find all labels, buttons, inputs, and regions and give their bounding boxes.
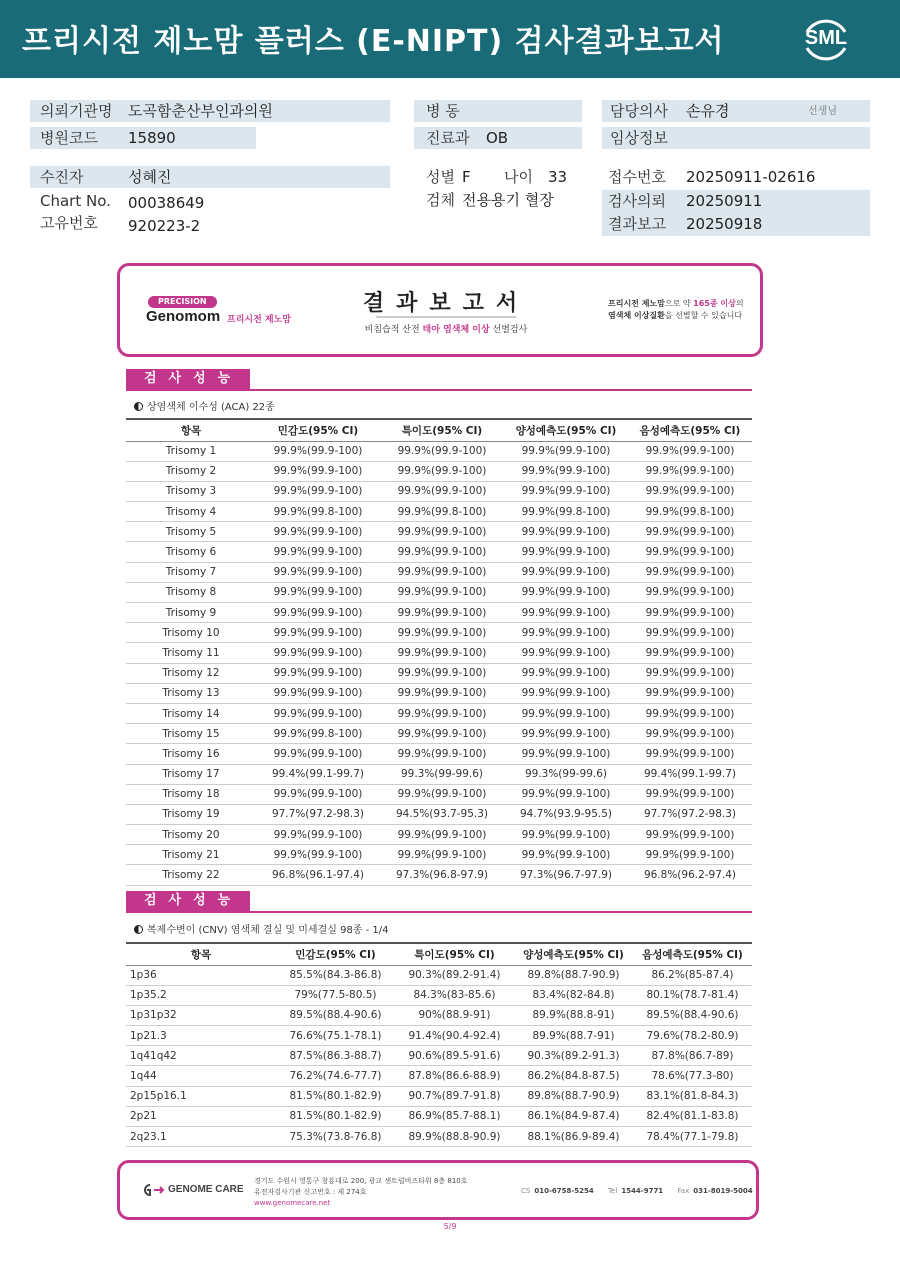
- table-row: [126, 724, 752, 744]
- metric-cell: 84.3%(83-85.6): [395, 985, 514, 1005]
- table-row: [126, 703, 752, 723]
- cs-label: CS: [521, 1187, 531, 1195]
- metric-cell: 96.8%(96.1-97.4): [256, 865, 380, 885]
- subtitle-pink: 태아 염색체 이상: [422, 325, 490, 335]
- report-title: 프리시전 제노맘 플러스 (E-NIPT) 검사결과보고서: [22, 24, 725, 59]
- subtitle-post: 선별검사: [489, 325, 528, 335]
- row-item-cell: Trisomy 3: [126, 481, 256, 501]
- table-row: [126, 985, 752, 1005]
- row-item-cell: Trisomy 14: [126, 703, 256, 723]
- metric-cell: 90.6%(89.5-91.6): [395, 1046, 514, 1066]
- row-item-cell: Trisomy 20: [126, 825, 256, 845]
- metric-cell: 87.8%(86.6-88.9): [395, 1066, 514, 1086]
- precision-badge-text: PRECISION: [158, 297, 207, 306]
- metric-cell: 89.9%(88.8-90.9): [395, 1127, 514, 1147]
- table-row: [126, 1086, 752, 1106]
- table-row: [126, 764, 752, 784]
- doctor-label: 담당의사: [610, 102, 668, 120]
- metric-cell: 99.9%(99.9-100): [504, 582, 628, 602]
- right-line1-mid: 으로 약: [664, 299, 694, 308]
- metric-cell: 99.9%(99.9-100): [628, 522, 752, 542]
- metric-cell: 99.9%(99.9-100): [380, 623, 504, 643]
- table-row: [126, 1026, 752, 1046]
- metric-cell: 99.9%(99.9-100): [256, 522, 380, 542]
- specimen-value: 전용용기 혈장: [462, 191, 554, 209]
- metric-cell: 96.8%(96.2-97.4): [628, 865, 752, 885]
- metric-cell: 99.9%(99.9-100): [504, 683, 628, 703]
- precision-badge: [148, 296, 217, 308]
- section1-tag: 검사성능: [126, 369, 250, 389]
- metric-cell: 78.6%(77.3-80): [633, 1066, 752, 1086]
- row-item-cell: 1p35.2: [126, 985, 276, 1005]
- metric-cell: 99.9%(99.9-100): [504, 643, 628, 663]
- column-header: 항목: [126, 943, 276, 965]
- row-item-cell: Trisomy 16: [126, 744, 256, 764]
- metric-cell: 89.9%(88.8-91): [514, 1005, 633, 1025]
- metric-cell: 97.7%(97.2-98.3): [256, 804, 380, 824]
- metric-cell: 99.9%(99.9-100): [628, 562, 752, 582]
- row-item-cell: Trisomy 11: [126, 643, 256, 663]
- row-item-cell: Trisomy 8: [126, 582, 256, 602]
- metric-cell: 97.3%(96.7-97.9): [504, 865, 628, 885]
- doctor-value: 손유경: [686, 102, 730, 120]
- metric-cell: 99.9%(99.9-100): [504, 663, 628, 683]
- row-item-cell: Trisomy 21: [126, 845, 256, 865]
- metric-cell: 99.9%(99.9-100): [504, 825, 628, 845]
- row-item-cell: Trisomy 9: [126, 603, 256, 623]
- address-line1: 경기도 수원시 영통구 창룡대로 200, 광교 센트럴비즈타워 8층 810호: [254, 1177, 468, 1185]
- metric-cell: 89.5%(88.4-90.6): [276, 1005, 395, 1025]
- row-item-cell: 1p31p32: [126, 1005, 276, 1025]
- report-date-label: 결과보고: [608, 215, 666, 233]
- tel-label: Tel: [607, 1187, 618, 1195]
- metric-cell: 99.9%(99.9-100): [628, 683, 752, 703]
- section1-subtitle: [134, 398, 275, 413]
- age-label: 나이: [504, 168, 533, 186]
- metric-cell: 99.9%(99.9-100): [256, 603, 380, 623]
- metric-cell: 85.5%(84.3-86.8): [276, 965, 395, 985]
- metric-cell: 99.9%(99.9-100): [628, 582, 752, 602]
- table-row: [126, 965, 752, 985]
- report-date-value: 20250918: [686, 215, 763, 233]
- receipt-value: 20250911-02616: [686, 168, 816, 186]
- table-body: [126, 965, 752, 1147]
- row-item-cell: Trisomy 10: [126, 623, 256, 643]
- row-item-cell: Trisomy 5: [126, 522, 256, 542]
- section2-tag: 검사성능: [126, 891, 250, 911]
- metric-cell: 81.5%(80.1-82.9): [276, 1106, 395, 1126]
- aca-performance-table: [126, 418, 752, 886]
- table-row: [126, 845, 752, 865]
- ward-label: 병 동: [426, 102, 460, 120]
- chart-value: 00038649: [128, 194, 205, 212]
- metric-cell: 99.9%(99.9-100): [256, 542, 380, 562]
- metric-cell: 99.9%(99.8-100): [256, 502, 380, 522]
- metric-cell: 87.8%(86.7-89): [633, 1046, 752, 1066]
- heading-divider: [376, 316, 516, 318]
- footer-address: [254, 1176, 468, 1209]
- metric-cell: 83.4%(82-84.8): [514, 985, 633, 1005]
- metric-cell: 99.9%(99.9-100): [628, 441, 752, 461]
- metric-cell: 99.9%(99.9-100): [380, 845, 504, 865]
- metric-cell: 99.9%(99.9-100): [628, 643, 752, 663]
- metric-cell: 99.9%(99.9-100): [628, 481, 752, 501]
- result-report-subtitle: [356, 322, 536, 335]
- row-item-cell: Trisomy 12: [126, 663, 256, 683]
- table-row: [126, 865, 752, 885]
- row-item-cell: Trisomy 4: [126, 502, 256, 522]
- metric-cell: 99.3%(99-99.6): [380, 764, 504, 784]
- table-row: [126, 522, 752, 542]
- section1-header: [126, 369, 752, 391]
- metric-cell: 99.9%(99.9-100): [256, 582, 380, 602]
- metric-cell: 99.9%(99.9-100): [380, 744, 504, 764]
- uid-label: 고유번호: [40, 214, 98, 232]
- table-row: [126, 683, 752, 703]
- column-header: 양성예측도(95% CI): [504, 419, 628, 441]
- name-value: 성혜진: [128, 168, 172, 186]
- sml-logo: [797, 10, 855, 68]
- table-row: [126, 441, 752, 461]
- metric-cell: 99.9%(99.9-100): [380, 703, 504, 723]
- dept-value: OB: [486, 129, 509, 147]
- metric-cell: 99.9%(99.9-100): [256, 623, 380, 643]
- table-row: [126, 502, 752, 522]
- metric-cell: 99.4%(99.1-99.7): [628, 764, 752, 784]
- row-item-cell: Trisomy 2: [126, 461, 256, 481]
- cnv-performance-table: [126, 942, 752, 1147]
- table-row: [126, 1127, 752, 1147]
- column-header: 음성예측도(95% CI): [633, 943, 752, 965]
- metric-cell: 99.9%(99.9-100): [628, 461, 752, 481]
- row-item-cell: 2q23.1: [126, 1127, 276, 1147]
- metric-cell: 99.9%(99.9-100): [380, 461, 504, 481]
- table-row: [126, 623, 752, 643]
- table-row: [126, 744, 752, 764]
- metric-cell: 90.7%(89.7-91.8): [395, 1086, 514, 1106]
- section2-header: [126, 891, 752, 913]
- right-line2-pink: 염색체 이상질환: [608, 311, 665, 320]
- metric-cell: 99.9%(99.8-100): [504, 502, 628, 522]
- metric-cell: 99.9%(99.9-100): [504, 744, 628, 764]
- column-header: 양성예측도(95% CI): [514, 943, 633, 965]
- table-row: [126, 784, 752, 804]
- metric-cell: 83.1%(81.8-84.3): [633, 1086, 752, 1106]
- dept-label: 진료과: [426, 129, 470, 147]
- metric-cell: 99.9%(99.9-100): [504, 623, 628, 643]
- page-number: 5/9: [443, 1222, 457, 1231]
- genome-care-logo-icon: [141, 1183, 165, 1197]
- row-item-cell: Trisomy 6: [126, 542, 256, 562]
- metric-cell: 99.3%(99-99.6): [504, 764, 628, 784]
- table-row: [126, 1066, 752, 1086]
- row-item-cell: 1q44: [126, 1066, 276, 1086]
- banner-right-line1: [608, 298, 744, 310]
- genomom-brand-sub: 프리시전 제노맘: [227, 315, 291, 325]
- row-item-cell: Trisomy 18: [126, 784, 256, 804]
- metric-cell: 90.3%(89.2-91.4): [395, 965, 514, 985]
- metric-cell: 99.9%(99.9-100): [504, 522, 628, 542]
- row-item-cell: Trisomy 13: [126, 683, 256, 703]
- metric-cell: 99.9%(99.9-100): [380, 562, 504, 582]
- metric-cell: 79%(77.5-80.5): [276, 985, 395, 1005]
- row-item-cell: Trisomy 17: [126, 764, 256, 784]
- metric-cell: 99.9%(99.9-100): [504, 481, 628, 501]
- row-item-cell: 1p21.3: [126, 1026, 276, 1046]
- metric-cell: 89.8%(88.7-90.9): [514, 1086, 633, 1106]
- metric-cell: 99.9%(99.9-100): [504, 845, 628, 865]
- metric-cell: 99.9%(99.9-100): [256, 441, 380, 461]
- right-line2-post: 을 선별할 수 있습니다: [664, 311, 743, 320]
- metric-cell: 82.4%(81.1-83.8): [633, 1106, 752, 1126]
- banner-right-text: [608, 298, 744, 322]
- hospital-code-label: 병원코드: [40, 129, 98, 147]
- column-header: 민감도(95% CI): [256, 419, 380, 441]
- receipt-label: 접수번호: [608, 168, 666, 186]
- table-row: [126, 461, 752, 481]
- logo-text: SML: [804, 27, 848, 49]
- metric-cell: 99.9%(99.9-100): [380, 582, 504, 602]
- metric-cell: 94.5%(93.7-95.3): [380, 804, 504, 824]
- metric-cell: 97.7%(97.2-98.3): [628, 804, 752, 824]
- metric-cell: 99.9%(99.9-100): [504, 441, 628, 461]
- metric-cell: 99.9%(99.9-100): [504, 703, 628, 723]
- metric-cell: 99.9%(99.9-100): [256, 825, 380, 845]
- table-row: [126, 825, 752, 845]
- column-header: 음성예측도(95% CI): [628, 419, 752, 441]
- metric-cell: 99.9%(99.9-100): [504, 724, 628, 744]
- metric-cell: 86.2%(85-87.4): [633, 965, 752, 985]
- tel-number: 1544-9771: [621, 1187, 664, 1195]
- metric-cell: 76.2%(74.6-77.7): [276, 1066, 395, 1086]
- metric-cell: 99.9%(99.9-100): [628, 663, 752, 683]
- metric-cell: 99.9%(99.9-100): [628, 603, 752, 623]
- banner-right-line2: [608, 310, 744, 322]
- metric-cell: 99.9%(99.9-100): [256, 744, 380, 764]
- row-item-cell: Trisomy 15: [126, 724, 256, 744]
- fax-label: Fax: [677, 1187, 690, 1195]
- metric-cell: 87.5%(86.3-88.7): [276, 1046, 395, 1066]
- metric-cell: 88.1%(86.9-89.4): [514, 1127, 633, 1147]
- right-line1-post: 의: [735, 299, 744, 308]
- doctor-suffix: 선생님: [808, 106, 837, 117]
- metric-cell: 99.9%(99.9-100): [256, 703, 380, 723]
- table-row: [126, 1106, 752, 1126]
- half-circle-icon: [134, 402, 143, 411]
- table-row: [126, 481, 752, 501]
- column-header: 민감도(95% CI): [276, 943, 395, 965]
- metric-cell: 99.9%(99.9-100): [380, 724, 504, 744]
- table-header-row: [126, 943, 752, 965]
- metric-cell: 90.3%(89.2-91.3): [514, 1046, 633, 1066]
- metric-cell: 86.9%(85.7-88.1): [395, 1106, 514, 1126]
- metric-cell: 78.4%(77.1-79.8): [633, 1127, 752, 1147]
- right-line1-pink: 165종 이상: [693, 299, 736, 308]
- genome-care-name: GENOME CARE: [168, 1184, 244, 1195]
- section1-subtitle-text: 상염색체 이수성 (ACA) 22종: [147, 402, 275, 413]
- request-value: 20250911: [686, 192, 763, 210]
- metric-cell: 99.4%(99.1-99.7): [256, 764, 380, 784]
- row-item-cell: 2p21: [126, 1106, 276, 1126]
- metric-cell: 99.9%(99.9-100): [628, 623, 752, 643]
- row-item-cell: 2p15p16.1: [126, 1086, 276, 1106]
- subtitle-pre: 비침습적 산전: [364, 325, 423, 335]
- institution-value: 도곡함춘산부인과의원: [128, 102, 273, 120]
- row-item-cell: Trisomy 19: [126, 804, 256, 824]
- metric-cell: 91.4%(90.4-92.4): [395, 1026, 514, 1046]
- metric-cell: 99.9%(99.9-100): [380, 522, 504, 542]
- metric-cell: 75.3%(73.8-76.8): [276, 1127, 395, 1147]
- table-row: [126, 663, 752, 683]
- metric-cell: 99.9%(99.9-100): [256, 562, 380, 582]
- table-row: [126, 804, 752, 824]
- table-row: [126, 603, 752, 623]
- metric-cell: 99.9%(99.9-100): [628, 703, 752, 723]
- metric-cell: 99.9%(99.9-100): [504, 542, 628, 562]
- row-item-cell: Trisomy 7: [126, 562, 256, 582]
- table-row: [126, 643, 752, 663]
- metric-cell: 90%(88.9-91): [395, 1005, 514, 1025]
- section2-subtitle: [134, 921, 389, 936]
- metric-cell: 99.9%(99.9-100): [380, 825, 504, 845]
- metric-cell: 76.6%(75.1-78.1): [276, 1026, 395, 1046]
- metric-cell: 99.9%(99.8-100): [380, 502, 504, 522]
- metric-cell: 86.2%(84.8-87.5): [514, 1066, 633, 1086]
- table-row: [126, 542, 752, 562]
- metric-cell: 89.9%(88.7-91): [514, 1026, 633, 1046]
- table-body: [126, 441, 752, 885]
- metric-cell: 86.1%(84.9-87.4): [514, 1106, 633, 1126]
- cs-number: 010-6758-5254: [534, 1187, 594, 1195]
- institution-label: 의뢰기관명: [40, 102, 113, 120]
- metric-cell: 99.9%(99.9-100): [628, 825, 752, 845]
- specimen-label: 검체: [426, 191, 455, 209]
- metric-cell: 99.9%(99.9-100): [256, 481, 380, 501]
- metric-cell: 89.8%(88.7-90.9): [514, 965, 633, 985]
- metric-cell: 99.9%(99.9-100): [256, 845, 380, 865]
- metric-cell: 99.9%(99.8-100): [256, 724, 380, 744]
- column-header: 특이도(95% CI): [380, 419, 504, 441]
- clinical-label: 임상정보: [610, 129, 668, 147]
- table-row: [126, 1046, 752, 1066]
- metric-cell: 99.9%(99.9-100): [504, 603, 628, 623]
- table-row: [126, 562, 752, 582]
- metric-cell: 79.6%(78.2-80.9): [633, 1026, 752, 1046]
- metric-cell: 99.9%(99.9-100): [380, 784, 504, 804]
- column-header: 특이도(95% CI): [395, 943, 514, 965]
- right-line1-pre: 프리시전 제노맘: [608, 299, 665, 308]
- name-row-bg: [30, 166, 390, 188]
- website-link[interactable]: www.genomecare.net: [254, 1199, 331, 1207]
- metric-cell: 99.9%(99.9-100): [628, 744, 752, 764]
- metric-cell: 99.9%(99.9-100): [504, 784, 628, 804]
- name-label: 수진자: [40, 168, 84, 186]
- metric-cell: 99.9%(99.9-100): [380, 603, 504, 623]
- table-row: [126, 582, 752, 602]
- metric-cell: 99.9%(99.9-100): [380, 441, 504, 461]
- chart-label: Chart No.: [40, 192, 111, 210]
- metric-cell: 99.9%(99.9-100): [256, 784, 380, 804]
- row-item-cell: 1q41q42: [126, 1046, 276, 1066]
- metric-cell: 99.9%(99.9-100): [256, 643, 380, 663]
- metric-cell: 99.9%(99.9-100): [628, 784, 752, 804]
- address-line2: 유전자검사기관 신고번호 : 제 274호: [254, 1188, 367, 1196]
- metric-cell: 99.9%(99.9-100): [380, 542, 504, 562]
- metric-cell: 80.1%(78.7-81.4): [633, 985, 752, 1005]
- metric-cell: 99.9%(99.9-100): [380, 663, 504, 683]
- metric-cell: 99.9%(99.9-100): [628, 845, 752, 865]
- metric-cell: 99.9%(99.9-100): [628, 542, 752, 562]
- metric-cell: 99.9%(99.9-100): [380, 481, 504, 501]
- age-value: 33: [548, 168, 568, 186]
- row-item-cell: Trisomy 1: [126, 441, 256, 461]
- column-header: 항목: [126, 419, 256, 441]
- metric-cell: 99.9%(99.8-100): [628, 502, 752, 522]
- metric-cell: 99.9%(99.9-100): [256, 663, 380, 683]
- row-item-cell: 1p36: [126, 965, 276, 985]
- metric-cell: 94.7%(93.9-95.5): [504, 804, 628, 824]
- half-circle-icon: [134, 925, 143, 934]
- metric-cell: 99.9%(99.9-100): [380, 643, 504, 663]
- metric-cell: 99.9%(99.9-100): [256, 461, 380, 481]
- row-item-cell: Trisomy 22: [126, 865, 256, 885]
- metric-cell: 81.5%(80.1-82.9): [276, 1086, 395, 1106]
- metric-cell: 99.9%(99.9-100): [256, 683, 380, 703]
- request-label: 검사의뢰: [608, 192, 666, 210]
- metric-cell: 99.9%(99.9-100): [504, 461, 628, 481]
- sex-label: 성별: [426, 168, 455, 186]
- metric-cell: 99.9%(99.9-100): [628, 724, 752, 744]
- header-bar: [0, 0, 900, 78]
- footer-contact: [521, 1187, 765, 1195]
- section2-subtitle-text: 복제수변이 (CNV) 염색체 결실 및 미세결실 98종 - 1/4: [147, 925, 389, 936]
- metric-cell: 99.9%(99.9-100): [380, 683, 504, 703]
- metric-cell: 97.3%(96.8-97.9): [380, 865, 504, 885]
- sex-value: F: [462, 168, 471, 186]
- metric-cell: 99.9%(99.9-100): [504, 562, 628, 582]
- table-row: [126, 1005, 752, 1025]
- table-header-row: [126, 419, 752, 441]
- metric-cell: 89.5%(88.4-90.6): [633, 1005, 752, 1025]
- uid-value: 920223-2: [128, 217, 201, 235]
- fax-number: 031-8019-5004: [693, 1187, 753, 1195]
- genomom-brand: Genomom: [146, 308, 221, 325]
- hospital-code-value: 15890: [128, 129, 176, 147]
- result-report-heading: 결과보고서: [362, 291, 530, 316]
